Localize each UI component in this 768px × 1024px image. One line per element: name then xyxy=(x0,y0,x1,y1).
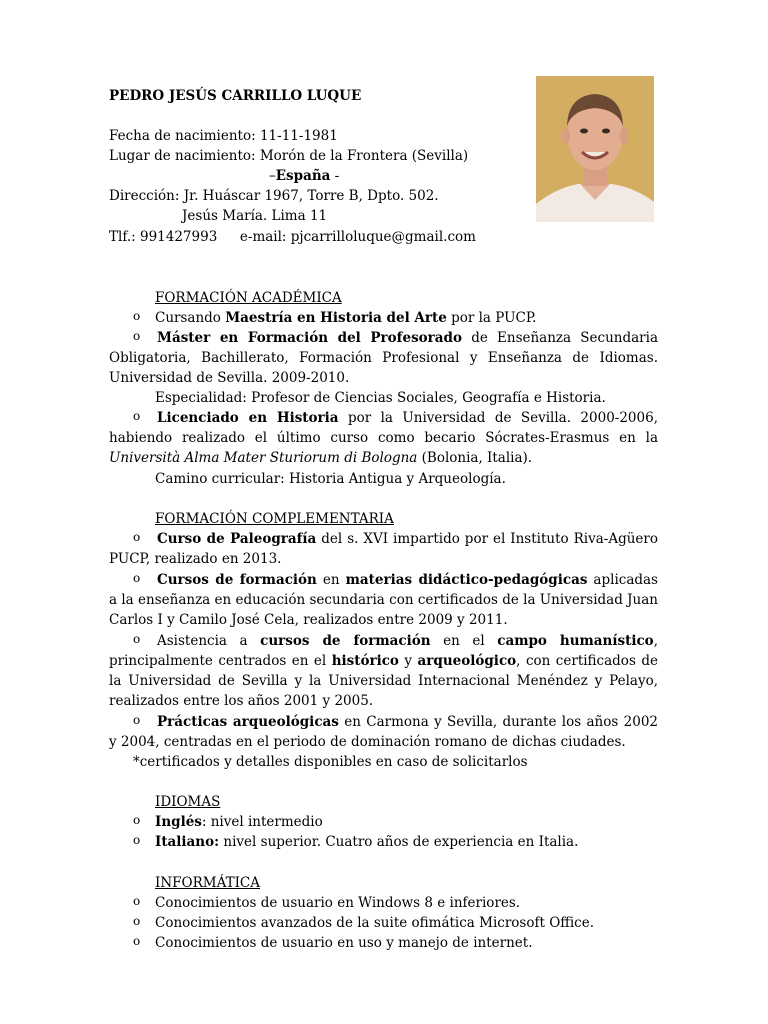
birth-place-line xyxy=(109,146,468,166)
country-value: España xyxy=(275,168,331,184)
list-item: Italiano: nivel superior. Cuatro años de experiencia en Italia. xyxy=(155,834,579,850)
phone-value: 991427993 xyxy=(139,229,218,245)
candidate-name: PEDRO JESÚS CARRILLO LUQUE xyxy=(109,88,362,104)
list-item: Asistencia a cursos de formación en el campo humanístico, principalmente centrados en el histórico y arqueológico, con certificados de la Universidad de Sevilla y la Universidad Internacional Menéndez y Pelayo, realizados entre los años 2001 y 2005. xyxy=(109,633,658,709)
country-line: –España - xyxy=(269,168,340,184)
list-item: Licenciado en Historia por la Universidad de Sevilla. 2000-2006, habiendo realizado el último curso como becario Sócrates-Erasmus en la Università Alma Mater Sturiorum di Bologna (Bolonia, Italia). xyxy=(109,410,658,466)
phone-label: Tlf.: xyxy=(109,229,136,245)
list-item: Cursos de formación en materias didáctico-pedagógicas aplicadas a la enseñanza en educación secundaria con certificados de la Universidad Juan Carlos I y Camilo José Cela, realizados entre 2009 y 2011. xyxy=(109,572,658,628)
list-item: Curso de Paleografía del s. XVI impartido por el Instituto Riva-Agüero PUCP, realizado en 2013. xyxy=(109,531,658,567)
bullet-icon: o xyxy=(133,309,141,323)
section-title-formacion-academica: FORMACIÓN ACADÉMICA xyxy=(155,290,342,306)
bullet-icon: o xyxy=(133,632,141,646)
email-label: e-mail: xyxy=(239,229,287,245)
list-item: Cursando Maestría en Historia del Arte por la PUCP. xyxy=(155,310,537,326)
list-item: Conocimientos avanzados de la suite ofimática Microsoft Office. xyxy=(155,915,595,931)
address-label: Dirección: xyxy=(109,188,180,204)
section-title-formacion-complementaria: FORMACIÓN COMPLEMENTARIA xyxy=(155,511,394,527)
bullet-icon: o xyxy=(133,409,141,423)
section-title-informatica: INFORMÁTICA xyxy=(155,875,260,891)
list-item: Inglés: nivel intermedio xyxy=(155,814,323,830)
list-item: Conocimientos de usuario en Windows 8 e inferiores. xyxy=(155,895,521,911)
bullet-icon: o xyxy=(133,914,141,928)
certificates-note: *certificados y detalles disponibles en caso de solicitarlos xyxy=(133,754,528,770)
birth-date-line xyxy=(109,126,338,146)
bullet-icon: o xyxy=(133,894,141,908)
bullet-icon: o xyxy=(133,530,141,544)
address-line-2: Jesús María. Lima 11 xyxy=(182,208,328,224)
contact-line xyxy=(109,227,476,247)
birth-place-value: Morón de la Frontera (Sevilla) xyxy=(259,148,469,164)
bullet-icon: o xyxy=(133,329,141,343)
address-value-1: Jr. Huáscar 1967, Torre B, Dpto. 502. xyxy=(183,188,439,204)
section-title-idiomas: IDIOMAS xyxy=(155,794,221,810)
list-item: Máster en Formación del Profesorado de Enseñanza Secundaria Obligatoria, Bachillerato, Formación Profesional y Enseñanza de Idiomas. Universidad de Sevilla. 2009-2010. xyxy=(109,330,658,386)
bullet-icon: o xyxy=(133,813,141,827)
address-line-1 xyxy=(109,186,439,206)
bullet-icon: o xyxy=(133,833,141,847)
bullet-icon: o xyxy=(133,934,141,948)
bullet-icon: o xyxy=(133,571,141,585)
list-item-detail: Camino curricular: Historia Antigua y Arqueología. xyxy=(155,471,506,487)
list-item: Conocimientos de usuario en uso y manejo de internet. xyxy=(155,935,533,951)
email-value: pjcarrilloluque@gmail.com xyxy=(290,229,476,245)
profile-photo xyxy=(536,76,654,222)
list-item: Prácticas arqueológicas en Carmona y Sevilla, durante los años 2002 y 2004, centradas en el periodo de dominación romano de dichas ciudades. xyxy=(109,714,659,750)
bullet-icon: o xyxy=(133,713,141,727)
list-item-detail: Especialidad: Profesor de Ciencias Sociales, Geografía e Historia. xyxy=(155,390,606,406)
birth-date-label: Fecha de nacimiento: xyxy=(109,128,256,144)
birth-place-label: Lugar de nacimiento: xyxy=(109,148,256,164)
birth-date-value: 11-11-1981 xyxy=(259,128,338,144)
